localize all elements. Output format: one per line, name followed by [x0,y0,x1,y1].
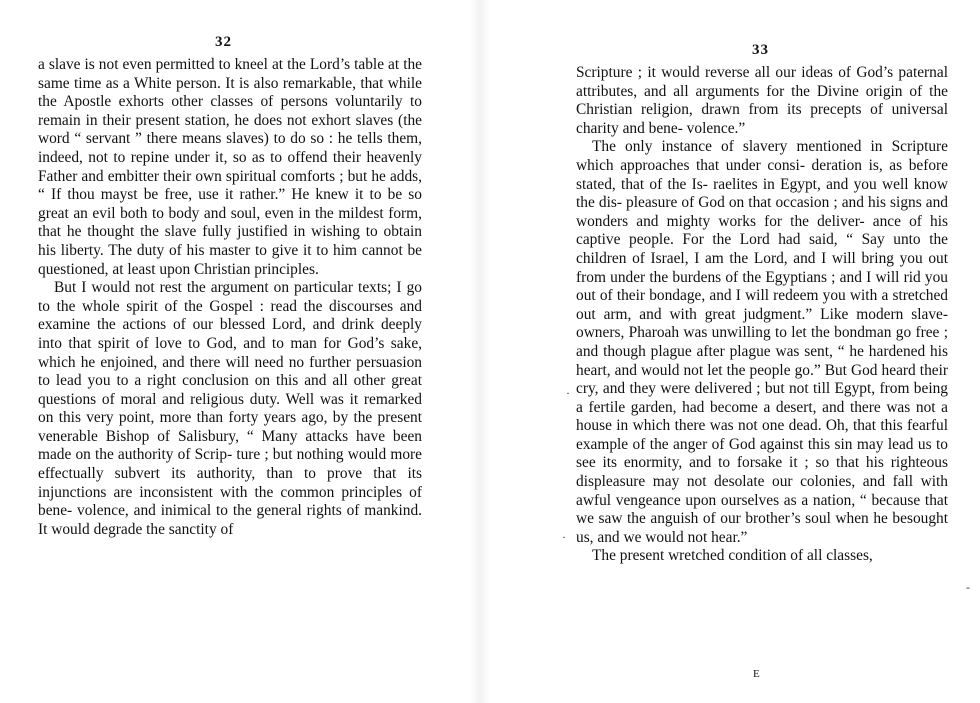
paragraph: But I would not rest the argument on particular texts; I go to the whole spirit of the Gospel : read the discourses and examine the actions of our blessed Lord, and drink deeply into that spirit of love to God, and to man for God’s sake, which he enjoined, and there will need no further persuasion to lead you to a right conclusion on this and all other great questions of moral and religious duty. Well was it remarked on this very point, more than forty years ago, by the present venerable Bishop of Salisbury, “ Many attacks have been made on the authority of Scrip- ture ; but nothing would more effectually subvert its authority, than to prove that its injunctions are inconsistent with the common principles of bene- volence, and inimical to the general rights of mankind. It would degrade the sanctity of [38,279,422,538]
left-page [0,0,470,703]
book-gutter [470,0,490,703]
page-number: 33 [752,42,769,58]
paragraph: The present wretched condition of all classes, [592,547,873,565]
paragraph: The only instance of slavery mentioned in Scripture which approaches that under consi- deration is, as before stated, that of the Is- raelites in Egypt, and you well know the dis- pleasure of God on that occasion ; and his signs and wonders and mighty works for the deliver- ance of his captive people. For the Lord had said, “ Say unto the children of Israel, I am the Lord, and I will bring you out from under the burdens of the Egyptians ; and I will rid you out of their bondage, and I will redeem you with a stretched out arm, and with great judgment.” Like modern slave-owners, Pharoah was unwilling to let the bondman go free ; and though plague after plague was sent, “ he hardened his heart, and would not let the people go.” But God heard their cry, and they were delivered ; but not till Egypt, from being a fertile garden, had become a desert, and there was not a house in which there was not one dead. Oh, that this fearful example of the anger of God against this sin may lead us to see its enormity, and to forsake it ; so that his righteous displeasure may not desolate our colonies, and fall with awful vengeance upon ourselves as a nation, “ because that we saw the anguish of our brother’s soul when he besought us, and we would not hear.” [576,138,948,546]
margin-dot: · [562,530,566,544]
left-page-text [38,56,422,539]
edge-mark: - [966,580,970,594]
signature-mark: E [753,668,761,680]
right-page [490,0,980,703]
margin-dot: · [566,386,570,400]
paragraph: Scripture ; it would reverse all our ideas of God’s paternal attributes, and all arguments for the Divine origin of the Christian religion, drawn from its precepts of universal charity and bene- volence.” [576,64,948,137]
right-page-text [576,64,948,566]
paragraph: a slave is not even permitted to kneel at the Lord’s table at the same time as a White person. It is also remarkable, that while the Apostle exhorts other classes of persons voluntarily to remain in their present station, he does not exhort slaves (the word “ servant ” there means slaves) to do so : he tells them, indeed, not to repine under it, so as to offend their heavenly Father and embitter their own spiritual comforts ; but he adds, “ If thou mayst be free, use it rather.” He knew it to be so great an evil both to body and soul, even in the mildest form, that he thought the slave fully justified in wishing to obtain his liberty. The duty of his master to give it to him cannot be questioned, at least upon Christian principles. [38,56,422,278]
page-number: 32 [215,34,232,50]
